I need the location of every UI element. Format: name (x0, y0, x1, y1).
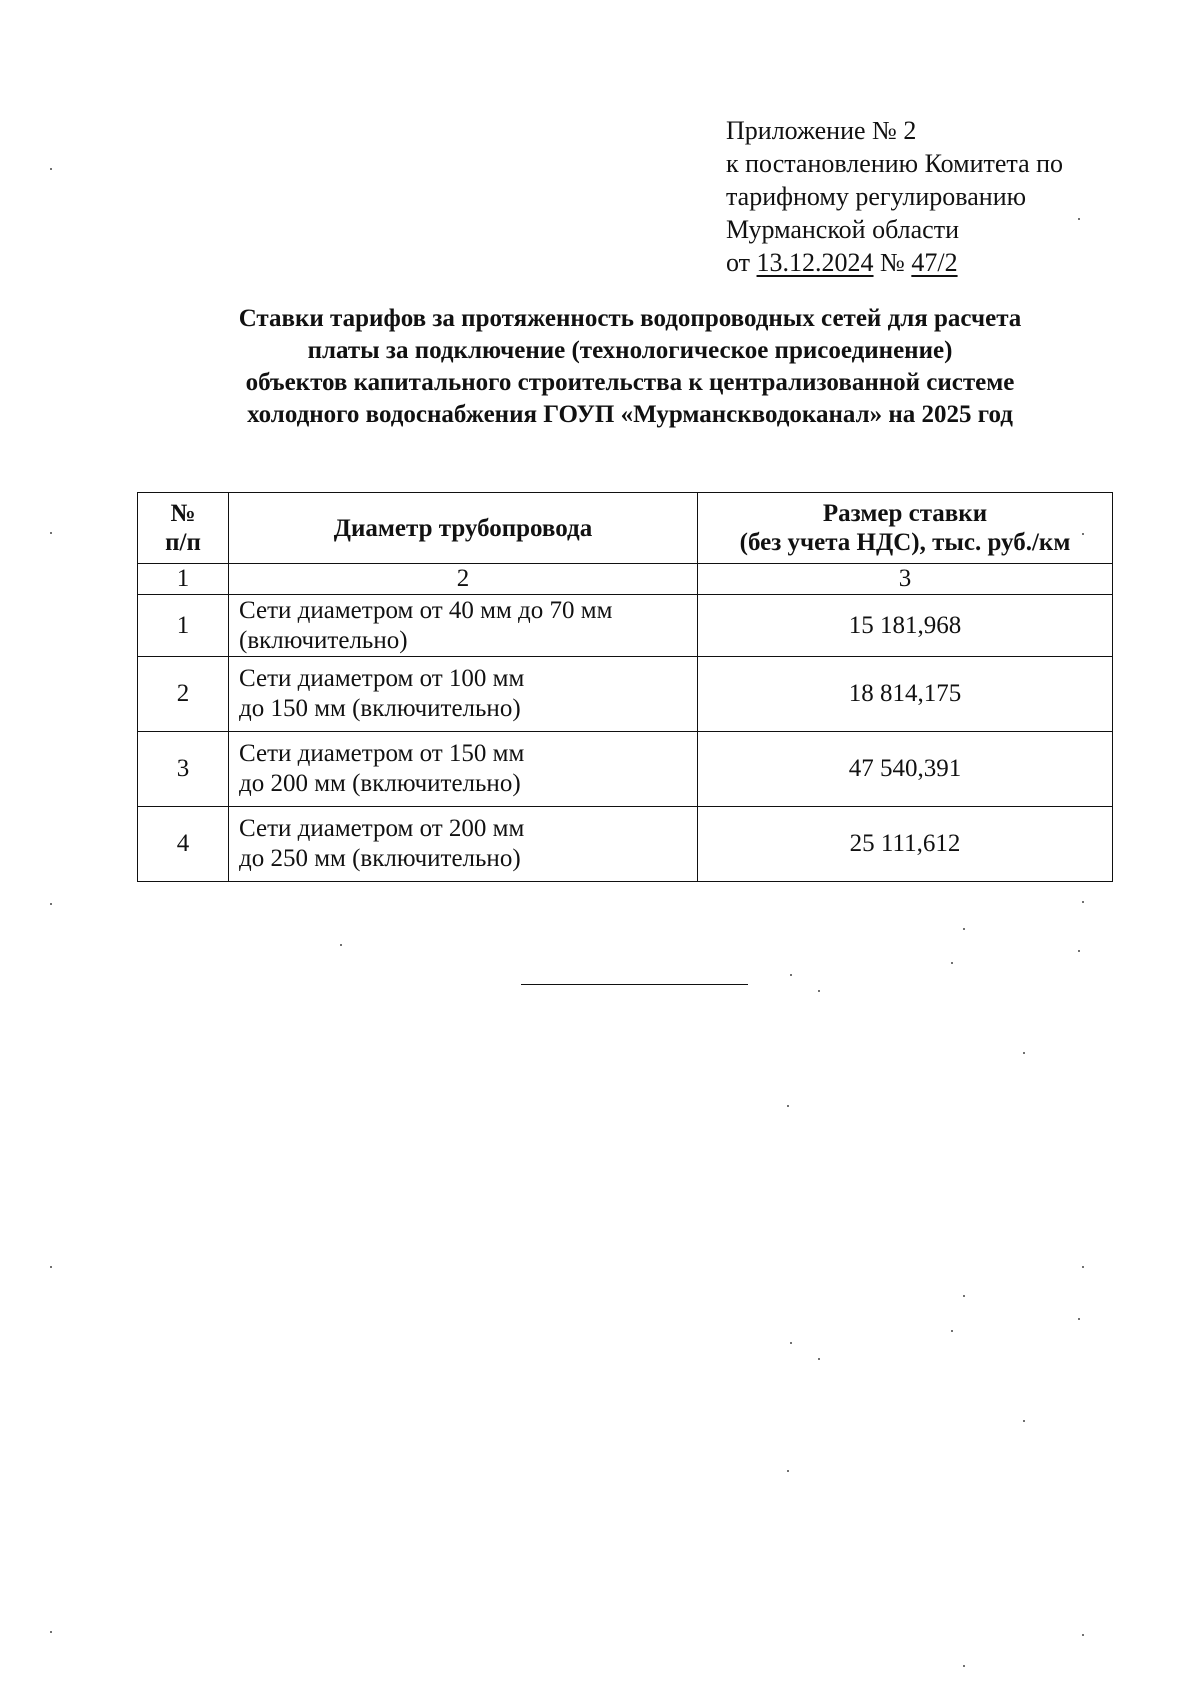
table-row (138, 732, 1113, 807)
scan-speck (818, 990, 820, 992)
diameter-line: Сети диаметром от 40 мм до 70 мм (239, 596, 613, 624)
resolution-date: 13.12.2024 (756, 248, 874, 277)
title-line: холодного водоснабжения ГОУП «Мурманскводоканал» на 2025 год (247, 401, 1013, 428)
scan-speck (1078, 1318, 1080, 1320)
appendix-line: Мурманской области (726, 215, 959, 244)
scan-speck (963, 1295, 965, 1297)
table-row (138, 595, 1113, 657)
diameter-line: Сети диаметром от 200 мм (239, 815, 525, 842)
scan-speck (1078, 218, 1080, 220)
row-diameter (229, 732, 698, 807)
scan-speck (1023, 1052, 1025, 1054)
appendix-date-line (726, 246, 1063, 279)
scan-speck (1023, 1420, 1025, 1422)
row-number: 1 (138, 595, 229, 657)
row-rate: 25 111,612 (698, 807, 1113, 882)
number-prefix: № (880, 248, 905, 277)
row-diameter (229, 657, 698, 732)
table-row (138, 657, 1113, 732)
scan-speck (963, 928, 965, 930)
scan-speck (50, 1266, 52, 1268)
scan-speck (790, 974, 792, 976)
title-line: платы за подключение (технологическое присоединение) (307, 337, 953, 364)
scan-speck (787, 1470, 789, 1472)
row-diameter (229, 807, 698, 882)
scan-speck (50, 1631, 52, 1633)
scan-speck (50, 532, 52, 534)
scan-speck (790, 1342, 792, 1344)
document-title (120, 303, 1140, 431)
header-rate (698, 493, 1113, 564)
scan-speck (1082, 1266, 1084, 1268)
scan-speck (1082, 533, 1084, 535)
row-number: 4 (138, 807, 229, 882)
row-number: 2 (138, 657, 229, 732)
column-index: 2 (229, 564, 698, 595)
row-rate: 47 540,391 (698, 732, 1113, 807)
scan-speck (50, 168, 52, 170)
diameter-line: (включительно) (239, 626, 408, 654)
header-num (138, 493, 229, 564)
end-of-document-line (521, 984, 748, 985)
rates-table (137, 492, 1113, 882)
scan-speck (951, 1330, 953, 1332)
date-prefix: от (726, 248, 751, 277)
column-index: 1 (138, 564, 229, 595)
scan-speck (1082, 901, 1084, 903)
row-diameter (229, 595, 698, 657)
appendix-block (726, 114, 1063, 279)
row-rate: 15 181,968 (698, 595, 1113, 657)
diameter-line: до 150 мм (включительно) (239, 695, 521, 722)
scan-speck (1082, 1634, 1084, 1636)
diameter-line: до 250 мм (включительно) (239, 845, 521, 872)
diameter-line: Сети диаметром от 100 мм (239, 665, 525, 692)
scan-speck (787, 1105, 789, 1107)
scan-speck (1078, 950, 1080, 952)
resolution-number: 47/2 (911, 248, 958, 277)
appendix-line: Приложение № 2 (726, 116, 917, 145)
header-num-label: п/п (165, 529, 201, 556)
scan-speck (340, 944, 342, 946)
row-rate: 18 814,175 (698, 657, 1113, 732)
diameter-line: Сети диаметром от 150 мм (239, 740, 525, 767)
header-num-symbol: № (170, 500, 196, 527)
header-rate-title: Размер ставки (822, 500, 988, 527)
diameter-line: до 200 мм (включительно) (239, 770, 521, 797)
appendix-line: тарифному регулированию (726, 182, 1027, 211)
title-line: Ставки тарифов за протяженность водопроводных сетей для расчета (238, 305, 1022, 332)
table-row (138, 807, 1113, 882)
scan-speck (963, 1665, 965, 1667)
column-index: 3 (698, 564, 1113, 595)
scan-speck (50, 903, 52, 905)
row-number: 3 (138, 732, 229, 807)
scan-speck (818, 1358, 820, 1360)
appendix-line: к постановлению Комитета по (726, 149, 1064, 178)
header-rate-unit: (без учета НДС), тыс. руб./км (739, 529, 1071, 556)
header-diameter: Диаметр трубопровода (229, 493, 698, 564)
column-index-row (138, 564, 1113, 595)
table-header-row (138, 493, 1113, 564)
title-line: объектов капитального строительства к централизованной системе (245, 369, 1015, 396)
scan-speck (951, 962, 953, 964)
